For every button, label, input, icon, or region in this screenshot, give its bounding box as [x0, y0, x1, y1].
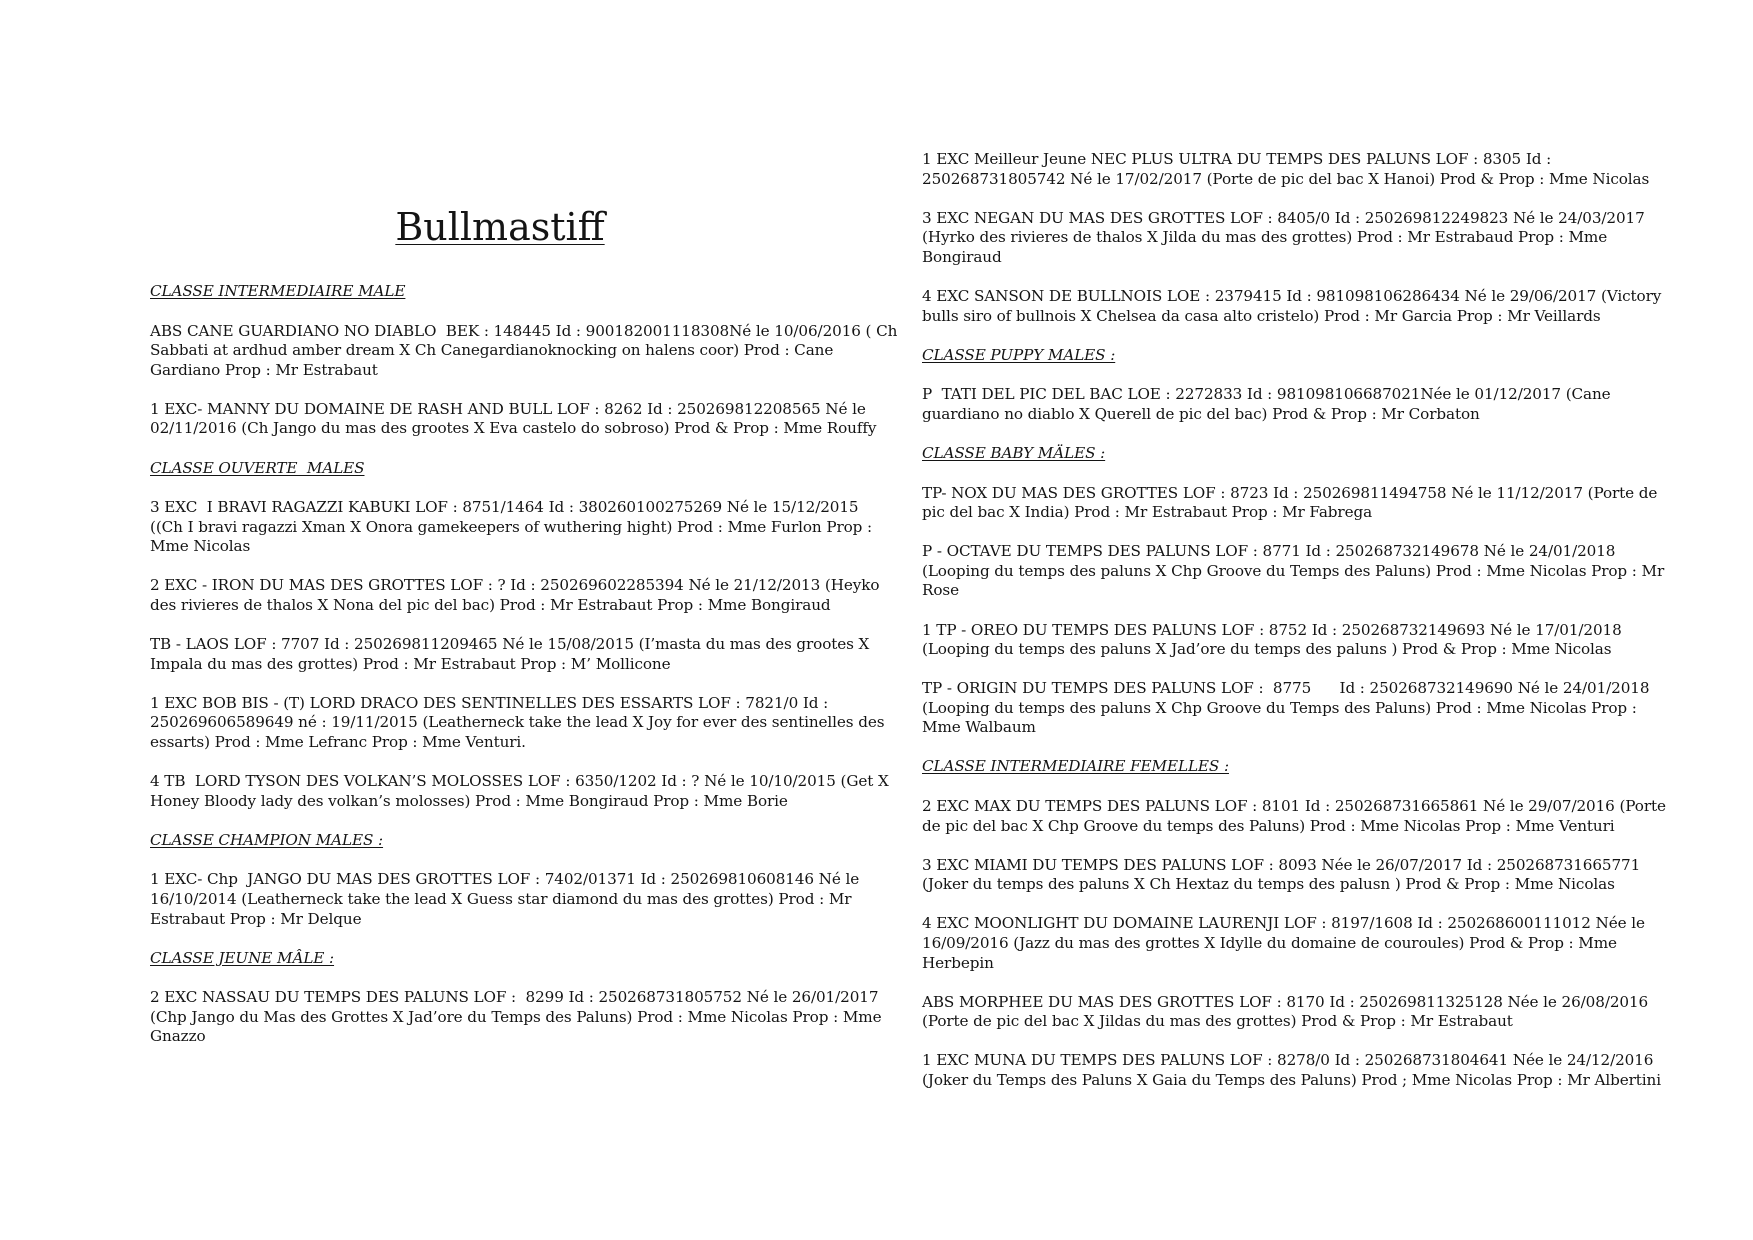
entry-line: TP - ORIGIN DU TEMPS DES PALUNS LOF : 8775 Id : 250268732149690 Né le 24/01/2018 — [922, 679, 1650, 698]
class-heading: CLASSE INTERMEDIAIRE FEMELLES : — [922, 757, 1229, 776]
class-heading: CLASSE BABY MÄLES : — [922, 443, 1106, 462]
entry-line: Rose — [922, 581, 959, 600]
entry-line: ((Ch I bravi ragazzi Xman X Onora gamekeepers of wuthering hight) Prod : Mme Furlon Prop : — [150, 517, 873, 536]
entry-line: 3 EXC NEGAN DU MAS DES GROTTES LOF : 8405/0 Id : 250269812249823 Né le 24/03/2017 — [922, 208, 1645, 227]
entry-line: TP- NOX DU MAS DES GROTTES LOF : 8723 Id : 250269811494758 Né le 11/12/2017 (Porte de — [922, 483, 1658, 502]
page-title: Bullmastiff — [395, 205, 605, 249]
entry-line: 2 EXC - IRON DU MAS DES GROTTES LOF : ? Id : 250269602285394 Né le 21/12/2013 (Heyko — [150, 576, 880, 595]
entry-line: 02/11/2016 (Ch Jango du mas des grootes X Eva castelo do sobroso) Prod & Prop : Mme Rouffy — [150, 419, 877, 438]
dog-entry — [150, 399, 877, 439]
dog-entry — [150, 870, 860, 929]
entry-line: TB - LAOS LOF : 7707 Id : 250269811209465 Né le 15/08/2015 (I’masta du mas des grootes X — [150, 635, 870, 654]
entry-line: guardiano no diablo X Querell de pic del bac) Prod & Prop : Mr Corbaton — [922, 404, 1480, 423]
dog-entry — [922, 286, 1662, 326]
entry-line: 250268731805742 Né le 17/02/2017 (Porte de pic del bac X Hanoi) Prod & Prop : Mme Nicolas — [922, 169, 1650, 188]
entry-line: 1 EXC MUNA DU TEMPS DES PALUNS LOF : 8278/0 Id : 250268731804641 Née le 24/12/2016 — [922, 1051, 1654, 1070]
entry-line: Honey Bloody lady des volkan’s molosses) Prod : Mme Bongiraud Prop : Mme Borie — [150, 791, 788, 810]
entry-line: (Hyrko des rivieres de thalos X Jilda du mas des grottes) Prod : Mr Estrabaud Prop : Mme — [922, 228, 1608, 247]
right-column — [922, 150, 1666, 1110]
dog-entry — [150, 321, 898, 381]
entry-line: (Joker du temps des paluns X Ch Hextaz du temps des palusn ) Prod & Prop : Mme Nicolas — [922, 875, 1615, 894]
entry-line: 2 EXC MAX DU TEMPS DES PALUNS LOF : 8101 Id : 250268731665861 Né le 29/07/2016 (Porte — [922, 797, 1666, 816]
left-column — [150, 205, 898, 1067]
dog-entry — [150, 498, 873, 557]
dog-entry — [922, 621, 1622, 660]
entry-line: 16/09/2016 (Jazz du mas des grottes X Idylle du domaine de couroules) Prod & Prop : Mme — [922, 934, 1617, 953]
entry-line: Bongiraud — [922, 247, 1002, 266]
entry-line: de pic del bac X Chp Groove du temps des Paluns) Prod : Mme Nicolas Prop : Mme Venturi — [922, 816, 1615, 835]
entry-line: Estrabaut Prop : Mr Delque — [150, 909, 362, 928]
dog-entry — [150, 576, 880, 615]
dog-entry — [922, 150, 1650, 189]
entry-line: Mme Nicolas — [150, 537, 251, 556]
entry-line: 1 EXC- Chp JANGO DU MAS DES GROTTES LOF : 7402/01371 Id : 250269810608146 Né le — [150, 870, 860, 889]
dog-entry — [922, 855, 1641, 895]
entry-line: 250269606589649 né : 19/11/2015 (Leatherneck take the lead X Joy for ever des sentinelles des — [150, 713, 885, 732]
dog-entry — [922, 914, 1645, 973]
entry-line: 1 EXC Meilleur Jeune NEC PLUS ULTRA DU TEMPS DES PALUNS LOF : 8305 Id : — [922, 150, 1552, 168]
entry-line: pic del bac X India) Prod : Mr Estrabaut Prop : Mr Fabrega — [922, 503, 1373, 522]
entry-line: P - OCTAVE DU TEMPS DES PALUNS LOF : 8771 Id : 250268732149678 Né le 24/01/2018 — [922, 542, 1616, 561]
entry-line: 2 EXC NASSAU DU TEMPS DES PALUNS LOF : 8299 Id : 250268731805752 Né le 26/01/2017 — [150, 988, 879, 1007]
dog-entry — [922, 542, 1665, 601]
class-heading: CLASSE INTERMEDIAIRE MALE — [150, 282, 406, 300]
entry-line: ABS CANE GUARDIANO NO DIABLO BEK : 148445 Id : 900182001118308Né le 10/06/2016 ( Ch — [150, 321, 898, 340]
dog-entry — [150, 693, 885, 753]
class-heading: CLASSE JEUNE MÂLE : — [150, 948, 335, 967]
entry-line: Gnazzo — [150, 1027, 206, 1046]
entry-line: ABS MORPHEE DU MAS DES GROTTES LOF : 8170 Id : 250269811325128 Née le 26/08/2016 — [922, 992, 1649, 1011]
dog-entry — [150, 988, 882, 1047]
entry-line: 1 TP - OREO DU TEMPS DES PALUNS LOF : 8752 Id : 250268732149693 Né le 17/01/2018 — [922, 620, 1622, 639]
entry-line: (Looping du temps des paluns X Chp Groove du Temps des Paluns) Prod : Mme Nicolas Prop : Mr — [922, 561, 1665, 580]
dog-entry — [922, 797, 1666, 836]
entry-line: 3 EXC MIAMI DU TEMPS DES PALUNS LOF : 8093 Née le 26/07/2017 Id : 250268731665771 — [922, 855, 1641, 874]
entry-line: 4 TB LORD TYSON DES VOLKAN’S MOLOSSES LOF : 6350/1202 Id : ? Né le 10/10/2015 (Get X — [150, 772, 889, 791]
dog-entry — [922, 385, 1622, 424]
entry-line: Gardiano Prop : Mr Estrabaut — [150, 360, 378, 379]
entry-line: P TATI DEL PIC DEL BAC LOE : 2272833 Id : 981098106687021Née le 01/12/2017 (Cane — [922, 385, 1611, 404]
entry-line: essarts) Prod : Mme Lefranc Prop : Mme Venturi. — [150, 733, 526, 751]
dog-entry — [922, 992, 1649, 1032]
class-heading: CLASSE PUPPY MALES : — [922, 345, 1116, 364]
entry-line: 1 EXC- MANNY DU DOMAINE DE RASH AND BULL LOF : 8262 Id : 250269812208565 Né le — [150, 399, 866, 418]
entry-line: (Looping du temps des paluns X Chp Groove du Temps des Paluns) Prod : Mme Nicolas Prop : — [922, 698, 1637, 717]
entry-line: (Looping du temps des paluns X Jad’ore du temps des paluns ) Prod & Prop : Mme Nicolas — [922, 640, 1612, 659]
entry-line: 4 EXC SANSON DE BULLNOIS LOE : 2379415 Id : 981098106286434 Né le 29/06/2017 (Victory — [922, 286, 1662, 305]
entry-line: (Joker du Temps des Paluns X Gaia du Temps des Paluns) Prod ; Mme Nicolas Prop : Mr Albertini — [922, 1071, 1661, 1089]
class-heading: CLASSE CHAMPION MALES : — [150, 830, 384, 849]
entry-line: des rivieres de thalos X Nona del pic del bac) Prod : Mr Estrabaut Prop : Mme Bongiraud — [150, 596, 831, 615]
dog-entry — [150, 772, 889, 811]
entry-line: Sabbati at ardhud amber dream X Ch Canegardianoknocking on halens coor) Prod : Cane — [150, 341, 834, 360]
dog-entry — [922, 483, 1658, 523]
dog-entry — [922, 1051, 1661, 1090]
entry-line: 3 EXC I BRAVI RAGAZZI KABUKI LOF : 8751/1464 Id : 380260100275269 Né le 15/12/2015 — [150, 498, 859, 517]
class-heading: CLASSE OUVERTE MALES — [150, 458, 365, 477]
entry-line: 16/10/2014 (Leatherneck take the lead X Guess star diamond du mas des grottes) Prod : Mr — [150, 889, 852, 908]
entry-line: (Porte de pic del bac X Jildas du mas des grottes) Prod & Prop : Mr Estrabaut — [922, 1012, 1513, 1031]
entry-line: Impala du mas des grottes) Prod : Mr Estrabaut Prop : M’ Mollicone — [150, 654, 671, 673]
dog-entry — [922, 679, 1650, 738]
entry-line: Mme Walbaum — [922, 718, 1036, 737]
entry-line: (Chp Jango du Mas des Grottes X Jad’ore du Temps des Paluns) Prod : Mme Nicolas Prop : Mme — [150, 1007, 882, 1026]
entry-line: bulls siro of bullnois X Chelsea da casa alto cristelo) Prod : Mr Garcia Prop : Mr Veillards — [922, 306, 1601, 325]
dog-entry — [922, 208, 1645, 268]
dog-entry — [150, 635, 870, 674]
entry-line: Herbepin — [922, 953, 994, 972]
entry-line: 1 EXC BOB BIS - (T) LORD DRACO DES SENTINELLES DES ESSARTS LOF : 7821/0 Id : — [150, 693, 829, 712]
entry-line: 4 EXC MOONLIGHT DU DOMAINE LAURENJI LOF : 8197/1608 Id : 250268600111012 Née le — [922, 914, 1645, 933]
